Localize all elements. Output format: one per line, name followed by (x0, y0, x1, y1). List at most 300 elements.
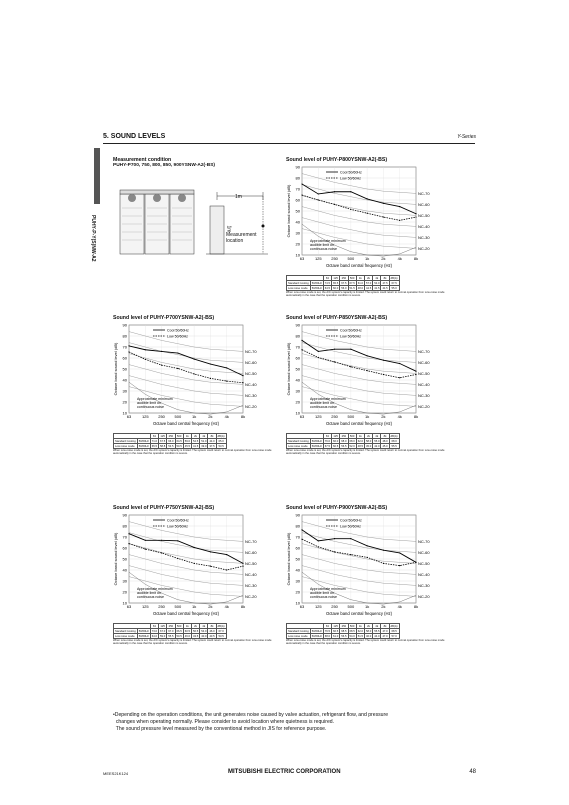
table-cell: 48.5 (357, 444, 363, 448)
y-tick-label: 70 (122, 344, 127, 350)
y-axis-title: Octave band sound level (dB) (113, 532, 118, 586)
table-cell: 45.5 (184, 444, 190, 448)
legend-cool-label: Cool 50/60Hz (167, 328, 189, 333)
table-note: When Low-noise mode is set, the A/C system's capacity is limited. The system could return to normal operation from Low-noise mode automatically in the case that the operation condition is severe. (113, 449, 272, 456)
measurement-panel (113, 157, 283, 168)
x-tick-label: 500 (174, 414, 182, 419)
x-tick-label: 8k (240, 414, 246, 419)
series-low-point (350, 366, 351, 367)
x-tick-label: 1k (365, 414, 370, 419)
x-axis-title: Octave band central frequency (Hz) (325, 611, 393, 616)
series-cool-point (177, 352, 178, 353)
measurement-point (262, 225, 265, 228)
series-label: Y-Series (457, 134, 476, 140)
series-low-point (415, 374, 416, 375)
table-cell: 50/60Hz (138, 439, 149, 443)
x-tick-label: 2k (381, 256, 386, 261)
y-tick-label: 80 (295, 333, 300, 339)
x-tick-label: 8k (413, 256, 419, 261)
series-low-point (318, 357, 319, 358)
chart-title: Sound level of PUHY-P700YSNW-A2(-BS) (113, 315, 215, 321)
table-header-cell: 63 (323, 434, 331, 439)
table-cell: 64.5 (176, 439, 182, 443)
nc-label: NC-60 (245, 359, 257, 365)
hearing-label: Approximate minimum (137, 396, 173, 401)
table-cell: 47.5 (382, 281, 388, 285)
table-cell: 37.5 (209, 444, 215, 448)
x-tick-label: 63 (299, 414, 305, 419)
table-row (287, 444, 400, 449)
y-tick-label: 90 (122, 512, 127, 518)
series-cool-point (367, 545, 368, 546)
nc-label: NC-50 (418, 560, 430, 566)
table-cell: 68.5 (349, 629, 355, 633)
table-cell: 68.0 (324, 634, 331, 638)
table-cell: 53.5 (168, 444, 174, 448)
y-tick-label: 40 (122, 377, 127, 383)
table-header-cell: 500 (176, 624, 182, 628)
x-tick-label: 63 (126, 414, 132, 419)
hearing-label: audible limit on (310, 242, 334, 247)
hearing-label: audible limit on (310, 400, 334, 405)
series-low-point (383, 563, 384, 564)
y-tick-label: 80 (295, 523, 300, 529)
series-low-point (399, 377, 400, 378)
table-note: When Low-noise mode is set, the A/C system's capacity is limited. The system could return to normal operation from Low-noise mode automatically in the case that the operation condition is severe. (286, 449, 445, 456)
table-header-cell: 1k (356, 624, 364, 629)
y-tick-label: 30 (295, 388, 300, 394)
nc-label: NC-70 (245, 538, 257, 544)
series-cool-point (350, 349, 351, 350)
legend-low-label: Low 50/60Hz (340, 176, 361, 181)
table-cell: 68.5 (341, 629, 347, 633)
table-cell: 55.5 (374, 629, 380, 633)
measurement-title: Measurement condition (113, 157, 172, 163)
y-tick-label: 50 (122, 556, 127, 562)
table-header-cell: 63 (323, 276, 331, 281)
table-header-cell: 250 (168, 624, 174, 628)
series-low-point (334, 361, 335, 362)
table-header-cell: 250 (341, 276, 347, 280)
table-header-cell: 125 (333, 276, 338, 280)
x-axis-title: Octave band central frequency (Hz) (325, 421, 393, 426)
table-cell: 55.0 (374, 439, 380, 443)
hearing-label: audible limit on (137, 400, 161, 405)
table-cell: 66.0 (333, 439, 339, 443)
nc-label: NC-60 (418, 359, 430, 365)
table-header-cell: 250 (341, 434, 347, 438)
table-cell: 61.0 (333, 634, 339, 638)
x-tick-label: 1k (365, 604, 370, 609)
y-tick-label: 60 (122, 355, 127, 361)
table-cell: 58.0 (365, 439, 372, 443)
table-cell: 43.5 (209, 634, 215, 638)
x-tick-label: 125 (141, 604, 149, 609)
table-cell: 50/60Hz (311, 286, 322, 290)
sidebar-tab (94, 148, 100, 204)
y-tick-label: 60 (295, 545, 300, 551)
table-header-cell: 1k (356, 434, 364, 439)
series-low-point (161, 365, 162, 366)
x-tick-label: 2k (208, 604, 213, 609)
x-tick-label: 250 (158, 604, 165, 609)
y-tick-label: 80 (122, 523, 127, 529)
series-low-point (383, 216, 384, 217)
nc-label: NC-70 (418, 348, 430, 354)
sound-level-table (113, 623, 227, 639)
table-cell: 66.5 (333, 629, 339, 633)
y-tick-label: 80 (295, 175, 300, 181)
table-cell: 68.5 (389, 629, 399, 634)
series-low-point (194, 563, 195, 564)
table-cell: 51.5 (357, 634, 363, 638)
table-cell: 50/60Hz (138, 444, 149, 448)
table-cell: 44.5 (382, 286, 388, 290)
hearing-label: continuous noise (137, 594, 164, 599)
series-low-point (383, 374, 384, 375)
nc-label: NC-70 (245, 348, 257, 354)
chart-title: Sound level of PUHY-P900YSNW-A2(-BS) (286, 505, 388, 511)
table-cell: 39.0 (201, 444, 207, 448)
table-cell: Standard Cooling (115, 439, 136, 443)
series-cool-point (399, 363, 400, 364)
series-cool-point (242, 563, 243, 564)
table-cell: 47.0 (382, 629, 388, 633)
series-cool-point (128, 345, 129, 346)
series-low-point (318, 546, 319, 547)
y-tick-label: 40 (295, 377, 300, 383)
table-cell: 50/60Hz (138, 629, 149, 633)
table-cell: Low noise mode (114, 444, 138, 449)
nc-label: NC-50 (245, 370, 257, 376)
table-cell: 55.5 (389, 444, 399, 449)
series-cool-point (350, 538, 351, 539)
table-cell: 68.0 (349, 439, 355, 443)
table-cell: 71.0 (151, 439, 158, 443)
doc-code: MEES21K124 (103, 771, 129, 776)
x-axis-title: Octave band central frequency (Hz) (325, 263, 393, 268)
table-cell: 51.0 (201, 439, 207, 443)
table-header-cell: dB(A) (390, 434, 398, 438)
legend-cool-label: Cool 50/60Hz (340, 518, 362, 523)
x-tick-label: 250 (158, 414, 165, 419)
table-cell: 67.0 (160, 629, 166, 633)
y-tick-label: 70 (295, 344, 300, 350)
y-tick-label: 50 (295, 208, 300, 214)
table-cell: Low noise mode (287, 634, 311, 639)
series-cool-point (318, 351, 319, 352)
nc-label: NC-40 (418, 381, 430, 387)
table-cell: 54.5 (192, 439, 199, 443)
y-tick-label: 90 (295, 164, 300, 170)
table-header-cell: 8k (208, 434, 216, 439)
y-tick-label: 90 (295, 322, 300, 328)
series-low-point (334, 551, 335, 552)
sound-chart-svg (113, 511, 283, 623)
nc-label: NC-40 (245, 381, 257, 387)
table-cell: Low noise mode (114, 634, 138, 639)
y-tick-label: 50 (295, 366, 300, 372)
table-cell: 73.0 (151, 629, 158, 633)
table-cell: 67.5 (160, 439, 166, 443)
header-rule (103, 143, 475, 144)
table-cell: 60.5 (333, 444, 339, 448)
series-cool-point (415, 213, 416, 214)
table-cell: 55.0 (389, 286, 399, 291)
sound-chart-svg (113, 321, 283, 433)
y-tick-label: 40 (295, 219, 300, 225)
table-cell: 48.0 (357, 286, 363, 290)
x-tick-label: 125 (314, 604, 322, 609)
table-header-cell: 500 (349, 624, 355, 628)
table-cell: 65.5 (333, 281, 339, 285)
x-tick-label: 125 (314, 414, 322, 419)
series-cool-point (210, 551, 211, 552)
table-cell: 48.0 (382, 439, 388, 443)
series-cool-point (145, 540, 146, 541)
y-tick-label: 60 (122, 545, 127, 551)
y-tick-label: 50 (122, 366, 127, 372)
x-tick-label: 8k (413, 414, 419, 419)
table-cell: 45.0 (382, 444, 388, 448)
table-cell: 67.0 (168, 629, 174, 633)
series-cool-point (383, 360, 384, 361)
table-cell: 56.0 (341, 286, 347, 290)
table-cell: 52.0 (349, 444, 355, 448)
x-tick-label: 63 (126, 604, 132, 609)
series-low-point (210, 566, 211, 567)
series-cool-point (242, 375, 243, 376)
table-cell: 50.5 (176, 444, 182, 448)
table-cell: Standard Cooling (288, 629, 309, 633)
x-tick-label: 4k (224, 414, 229, 419)
x-tick-label: 4k (397, 256, 402, 261)
table-note: When Low-noise mode is set, the A/C system's capacity is limited. The system could return to normal operation from Low-noise mode automatically in the case that the operation condition is severe. (286, 639, 445, 646)
legend-low-label: Low 50/60Hz (340, 524, 361, 529)
table-cell: 74.5 (324, 281, 331, 285)
series-cool-point (383, 203, 384, 204)
table-cell: Standard Cooling (288, 281, 309, 285)
y-axis-title: Octave band sound level (dB) (286, 342, 291, 396)
series-cool-point (334, 191, 335, 192)
y-tick-label: 70 (122, 534, 127, 540)
x-tick-label: 250 (331, 414, 338, 419)
table-cell: 65.5 (151, 444, 158, 448)
table-cell: 76.0 (324, 439, 331, 443)
table-header-cell: 4k (200, 624, 208, 629)
hearing-label: continuous noise (310, 246, 337, 251)
table-cell: 50/60Hz (311, 629, 322, 633)
unit-diagram-svg (118, 186, 278, 258)
series-low-point (350, 209, 351, 210)
table-cell: 58.0 (365, 629, 372, 633)
series-cool-point (226, 367, 227, 368)
nc-label: NC-60 (418, 201, 430, 207)
chart-panel-p800 (286, 157, 456, 297)
y-tick-label: 30 (295, 578, 300, 584)
table-cell: 56.5 (192, 629, 199, 633)
table-cell: 54.0 (201, 629, 207, 633)
chart-title: Sound level of PUHY-P750YSNW-A2(-BS) (113, 505, 215, 511)
table-header-cell: 8k (381, 276, 389, 281)
series-low-point (242, 382, 243, 383)
y-tick-label: 80 (122, 333, 127, 339)
nc-label: NC-50 (418, 370, 430, 376)
table-cell: Standard Cooling (115, 629, 136, 633)
table-cell: 46.0 (184, 634, 190, 638)
table-row (114, 634, 227, 639)
nc-label: NC-20 (418, 593, 430, 599)
table-header-cell: 250 (341, 624, 347, 628)
table-header-cell: 4k (373, 624, 381, 629)
y-tick-label: 60 (295, 355, 300, 361)
hearing-label: audible limit on (137, 590, 161, 595)
chart-panel-p700 (113, 315, 283, 455)
series-low-point (334, 204, 335, 205)
table-header-cell: 125 (333, 434, 338, 438)
series-cool-point (367, 198, 368, 199)
nc-label: NC-40 (418, 571, 430, 577)
table-header-cell: dB(A) (217, 434, 225, 438)
series-cool-point (383, 550, 384, 551)
y-tick-label: 40 (122, 567, 127, 573)
table-cell: 53.5 (216, 444, 226, 449)
table-row (287, 286, 400, 291)
series-cool-point (226, 554, 227, 555)
table-note: When Low-noise mode is set, the A/C system's capacity is limited. The system could return to normal operation from Low-noise mode automatically in the case that the operation condition is severe. (286, 291, 445, 298)
y-axis-title: Octave band sound level (dB) (286, 532, 291, 586)
series-cool-point (161, 351, 162, 352)
table-header-cell: 125 (160, 624, 165, 628)
measurement-models: PUHY-P700, 750, 800, 850, 900YSNW-A2(-BS) (113, 163, 216, 168)
y-tick-label: 20 (122, 399, 127, 405)
table-cell: 44.0 (374, 634, 380, 638)
nc-label: NC-20 (418, 403, 430, 409)
table-header-cell: 8k (381, 624, 389, 629)
hearing-label: Approximate minimum (310, 238, 346, 243)
nc-label: NC-30 (245, 582, 257, 588)
measurement-location-label: Measurement location (226, 232, 257, 244)
table-header-cell: 4k (373, 434, 381, 439)
table-cell: 59.0 (184, 439, 190, 443)
note-line-1: •Depending on the operation conditions, the unit generates noise caused by valve actuation, refrigerant flow, and pressure (113, 712, 389, 718)
table-cell: 54.0 (374, 281, 380, 285)
y-tick-label: 10 (295, 410, 300, 416)
table-cell: 44.0 (209, 439, 215, 443)
series-cool-point (210, 363, 211, 364)
measurement-diagram (118, 186, 278, 258)
y-tick-label: 70 (295, 534, 300, 540)
series-low-point (226, 569, 227, 570)
series-low-point (128, 543, 129, 544)
table-cell: 55.5 (168, 634, 174, 638)
table-cell: 68.0 (341, 439, 347, 443)
page-number: 48 (469, 769, 476, 775)
series-low-point (194, 373, 195, 374)
table-header-cell: 2k (364, 434, 372, 439)
series-low-point (415, 216, 416, 217)
table-note: When Low-noise mode is set, the A/C system's capacity is limited. The system could return to normal operation from Low-noise mode automatically in the case that the operation condition is severe. (113, 639, 272, 646)
y-tick-label: 30 (295, 230, 300, 236)
hearing-label: Approximate minimum (310, 396, 346, 401)
hearing-label: audible limit on (310, 590, 334, 595)
series-low-point (210, 378, 211, 379)
table-cell: 58.8 (160, 444, 166, 448)
y-tick-label: 10 (295, 600, 300, 606)
table-cell: 60.5 (184, 629, 190, 633)
x-tick-label: 8k (413, 604, 419, 609)
series-cool-point (194, 547, 195, 548)
y-tick-label: 10 (122, 410, 127, 416)
series-low-point (128, 351, 129, 352)
table-cell: 66.0 (168, 439, 174, 443)
table-row (287, 634, 400, 639)
chart-panel-p900 (286, 505, 456, 645)
table-header-cell: 4k (373, 276, 381, 281)
table-cell: 47.0 (382, 634, 388, 638)
table-cell: 56.5 (341, 444, 347, 448)
legend-low-label: Low 50/60Hz (340, 334, 361, 339)
table-cell: 54.0 (349, 634, 355, 638)
x-tick-label: 63 (299, 604, 305, 609)
series-low-point (177, 368, 178, 369)
table-cell: 43.5 (192, 634, 199, 638)
series-cool-point (301, 183, 302, 184)
sound-chart-svg (286, 511, 456, 623)
sound-level-table (286, 623, 400, 639)
table-header-cell: 8k (381, 434, 389, 439)
table-header-cell: 125 (333, 624, 338, 628)
table-cell: 62.0 (357, 629, 363, 633)
nc-label: NC-30 (418, 234, 430, 240)
legend-cool-label: Cool 50/60Hz (340, 170, 362, 175)
table-header-cell: 500 (176, 434, 182, 438)
series-low-point (367, 213, 368, 214)
table-cell: 50/60Hz (138, 634, 149, 638)
side-label: PUHY-P-Y(S)NW-A2 (90, 215, 96, 262)
dim-1m-top: 1m (235, 194, 242, 200)
note-line-3: The sound pressure level measured by the conventional method in JIS for reference purpose. (113, 726, 327, 732)
sound-chart-svg (286, 321, 456, 433)
table-header-cell: 2k (364, 276, 372, 281)
y-tick-label: 60 (295, 197, 300, 203)
y-axis-title: Octave band sound level (dB) (286, 184, 291, 238)
x-tick-label: 500 (347, 414, 355, 419)
series-cool-point (334, 538, 335, 539)
table-header-cell: 1k (183, 434, 191, 439)
series-cool-point (301, 529, 302, 530)
table-cell: 65.0 (216, 439, 226, 444)
table-header-cell: dB(A) (390, 624, 398, 628)
hearing-label: continuous noise (310, 594, 337, 599)
table-cell: 51.5 (349, 286, 355, 290)
y-tick-label: 90 (122, 322, 127, 328)
x-tick-label: 4k (224, 604, 229, 609)
table-header-cell: 1k (183, 624, 191, 629)
table-cell: 67.5 (324, 444, 331, 448)
table-cell: 61.0 (357, 281, 363, 285)
x-tick-label: 500 (347, 604, 355, 609)
table-header-cell: 500 (349, 276, 355, 280)
series-cool-point (334, 349, 335, 350)
notes-block (113, 712, 473, 733)
chart-panel-p750 (113, 505, 283, 645)
series-low-point (399, 220, 400, 221)
table-cell: 46.0 (209, 629, 215, 633)
nc-label: NC-20 (418, 245, 430, 251)
y-tick-label: 90 (295, 512, 300, 518)
x-tick-label: 4k (397, 414, 402, 419)
